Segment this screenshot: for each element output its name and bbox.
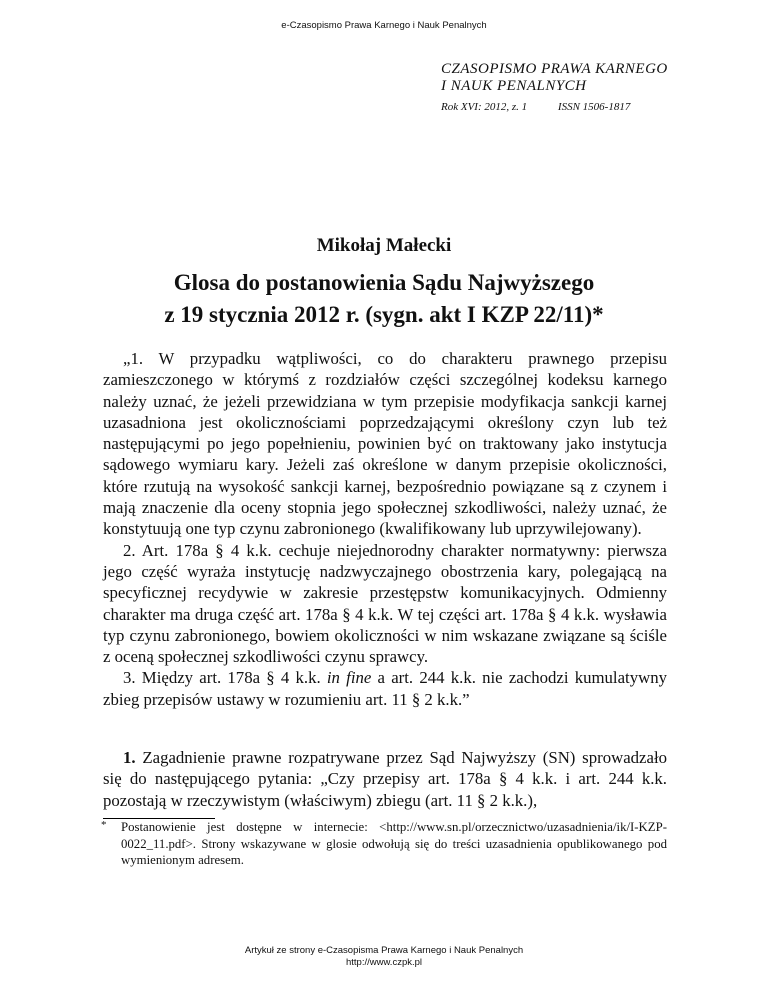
quote-paragraph-2: 2. Art. 178a § 4 k.k. cechuje niejednorodny charakter normatywny: pierwsza jego część wyraża instytucję nadzwyczajnego obostrzenia kary, polegającą na specyficznej recydywie w zakresie przestępstw komunikacyjnych. Odmienny charakter ma druga część art. 178a § 4 k.k. W tej części art. 178a § 4 k.k. wysławia typ czynu zabronionego, bowiem okoliczności w nim wskazane związane są ściśle z oceną społecznej szkodliwości czynu sprawcy. bbox=[103, 540, 667, 667]
journal-title-line2: I NAUK PENALNYCH bbox=[441, 78, 587, 94]
body-paragraph-1 bbox=[103, 747, 667, 811]
volume-info: Rok XVI: 2012, z. 1 bbox=[441, 101, 528, 113]
title-line2: z 19 stycznia 2012 r. (sygn. akt I KZP 22/11)* bbox=[164, 302, 604, 327]
quote-p3-end: a art. 244 k.k. nie zachodzi kumulatywny zbieg przepisów ustawy w rozumieniu art. 11 § 2 k.k.” bbox=[103, 668, 667, 709]
quote-paragraph-3 bbox=[103, 667, 667, 710]
quote-p3-start: 3. Między art. 178a § 4 k.k. bbox=[123, 668, 327, 688]
footer-line1: Artykuł ze strony e-Czasopisma Prawa Karnego i Nauk Penalnych bbox=[244, 945, 524, 956]
journal-meta bbox=[441, 99, 668, 116]
quote-paragraph-1: „1. W przypadku wątpliwości, co do charakteru prawnego przepisu zamieszczonego w którymś z rozdziałów części szczególnej kodeksu karnego należy uznać, że jeżeli przewidziana w tym przepisie modyfikacja sankcji karnej uzasadniona jest okolicznościami poprzedzającymi określony czyn lub też następującymi po jego popełnieniu, powinien być on traktowany jako instytucja sądowego wymiaru kary. Jeżeli zaś określone w danym przepisie okoliczności, które rzutują na wysokość sankcji karnej, bezpośrednio powiązane są z czynem i mają znaczenie dla oceny stopnia jego społecznej szkodliwości, należy uznać, że konstytuują one typ czynu zabronionego (kwalifikowany lub uprzywilejowany). bbox=[103, 349, 667, 539]
footnote-text: Postanowienie jest dostępne w internecie: <http://www.sn.pl/orzecznictwo/uzasadnienia/ik/I-KZP-0022_11.pdf>. Strony wskazywane w glosie odwołują się do treści uzasadnienia opublikowanego pod wymienionym adresem. bbox=[121, 820, 667, 867]
article-title bbox=[100, 267, 668, 331]
author-name: Mikołaj Małecki bbox=[316, 235, 452, 256]
section-number: 1. bbox=[123, 748, 136, 767]
title-line1: Glosa do postanowienia Sądu Najwyższego bbox=[173, 270, 595, 295]
ruling-quote bbox=[103, 348, 667, 710]
top-banner: e-Czasopismo Prawa Karnego i Nauk Penalnych bbox=[281, 20, 487, 31]
body-paragraph-text: Zagadnienie prawne rozpatrywane przez Sąd Najwyższy (SN) sprowadzało się do następującego pytania: „Czy przepisy art. 178a § 4 k.k. i art. 244 k.k. pozostają w rzeczywistym (właściwym) zbiegu (art. 11 § 2 k.k.), bbox=[103, 748, 667, 810]
footer-url[interactable]: http://www.czpk.pl bbox=[345, 957, 423, 968]
journal-title-line1: CZASOPISMO PRAWA KARNEGO bbox=[441, 61, 668, 77]
footnote-mark: * bbox=[101, 819, 107, 831]
footnote bbox=[103, 819, 667, 869]
bottom-banner bbox=[0, 945, 768, 969]
article-body bbox=[103, 747, 667, 811]
issn: ISSN 1506-1817 bbox=[557, 101, 631, 113]
journal-header bbox=[441, 61, 668, 116]
quote-p3-italic: in fine bbox=[326, 668, 372, 688]
